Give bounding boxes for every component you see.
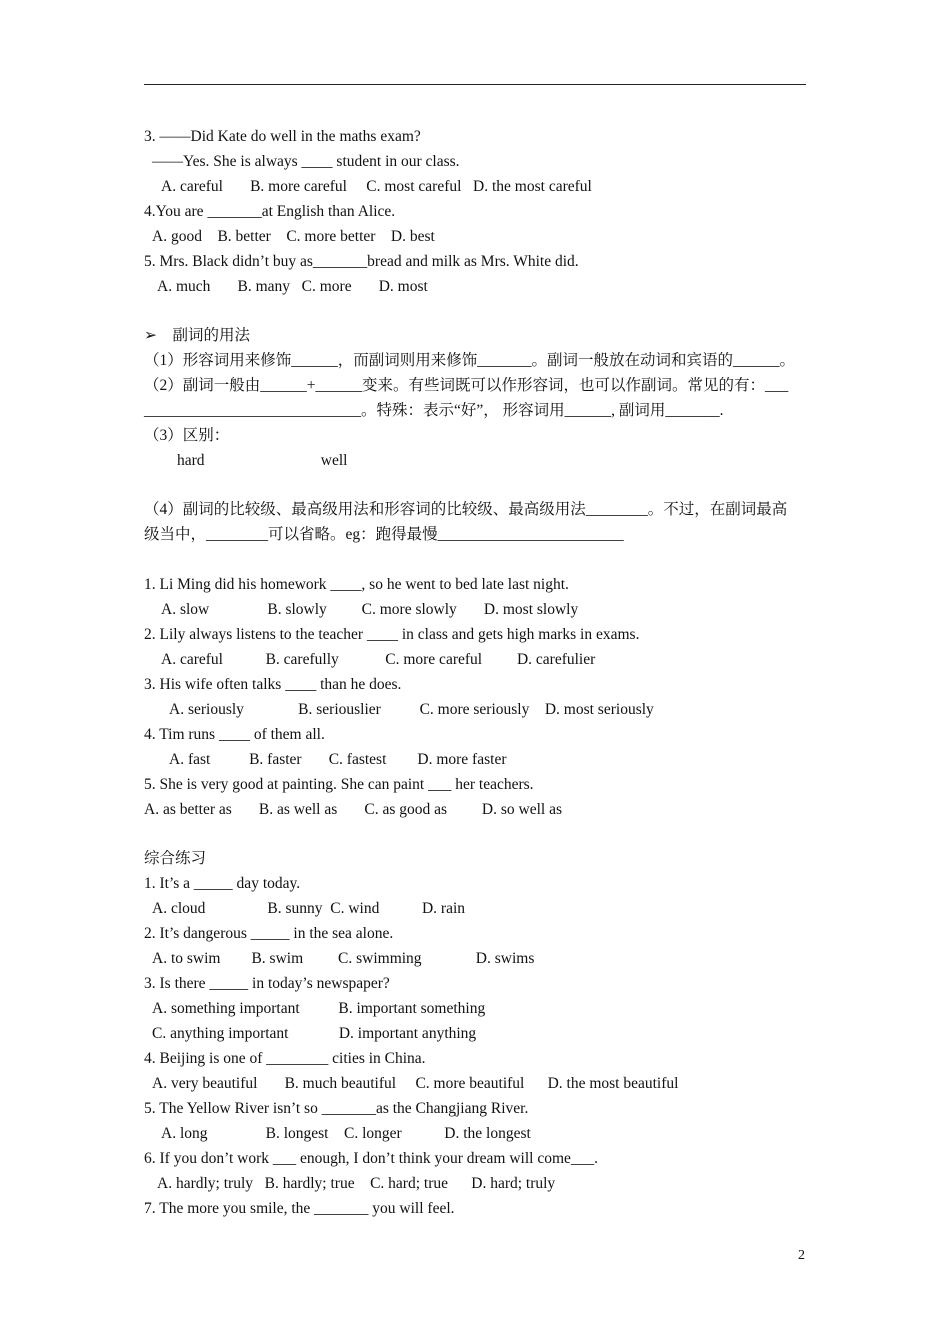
practice-2-options: A. to swim B. swim C. swimming D. swims [152,950,535,967]
rule-1: （1）形容词用来修饰______，而副词则用来修饰_______。副词一般放在动词和宾语的______。 [144,352,796,369]
practice-3-options-a-b: A. something important B. important something [152,1000,486,1017]
practice-2-stem: 2. It’s dangerous _____ in the sea alone. [144,925,394,942]
rule-3-words: hard well [177,452,348,469]
exercise-1-options: A. slow B. slowly C. more slowly D. most slowly [161,601,579,618]
section-heading-adverb-usage: ➢ 副词的用法 [144,327,250,344]
exercise-4-stem: 4. Tim runs ____ of them all. [144,726,325,743]
practice-4-stem: 4. Beijing is one of ________ cities in China. [144,1050,426,1067]
practice-6-stem: 6. If you don’t work ___ enough, I don’t think your dream will come___. [144,1150,599,1167]
exercise-5-stem: 5. She is very good at painting. She can paint ___ her teachers. [144,776,534,793]
practice-6-options: A. hardly; truly B. hardly; true C. hard; true D. hard; truly [157,1175,556,1192]
section-heading-comprehensive: 综合练习 [144,850,207,867]
question-3-stem: 3. ——Did Kate do well in the maths exam? [144,128,421,145]
practice-3-stem: 3. Is there _____ in today’s newspaper? [144,975,390,992]
exercise-1-stem: 1. Li Ming did his homework ____, so he went to bed late last night. [144,576,569,593]
page-number: 2 [798,1248,805,1263]
practice-4-options: A. very beautiful B. much beautiful C. more beautiful D. the most beautiful [152,1075,679,1092]
exercise-5-options: A. as better as B. as well as C. as good as D. so well as [144,801,563,818]
rule-4-continued: 级当中，________可以省略。eg：跑得最慢________________________ [144,526,624,543]
practice-7-stem: 7. The more you smile, the _______ you will feel. [144,1200,455,1217]
question-4-stem: 4.You are _______at English than Alice. [144,203,396,220]
header-rule [144,84,806,85]
practice-1-stem: 1. It’s a _____ day today. [144,875,301,892]
practice-5-options: A. long B. longest C. longer D. the longest [161,1125,531,1142]
rule-4: （4）副词的比较级、最高级用法和形容词的比较级、最高级用法________。不过，在副词最高 [144,501,788,518]
rule-2-continued: ____________________________。特殊：表示“好”， 形容词用______, 副词用_______. [144,402,724,419]
practice-5-stem: 5. The Yellow River isn’t so _______as the Changjiang River. [144,1100,529,1117]
question-3-options: A. careful B. more careful C. most careful D. the most careful [161,178,592,195]
exercise-3-stem: 3. His wife often talks ____ than he does. [144,676,402,693]
exercise-2-stem: 2. Lily always listens to the teacher ____ in class and gets high marks in exams. [144,626,640,643]
practice-1-options: A. cloud B. sunny C. wind D. rain [152,900,466,917]
exercise-3-options: A. seriously B. seriouslier C. more seriously D. most seriously [169,701,654,718]
rule-2: （2）副词一般由______+______变来。有些词既可以作形容词，也可以作副词。常见的有：___ [144,377,789,394]
question-4-options: A. good B. better C. more better D. best [152,228,435,245]
practice-3-options-c-d: C. anything important D. important anything [152,1025,477,1042]
rule-3: （3）区别： [144,427,230,444]
exercise-4-options: A. fast B. faster C. fastest D. more faster [169,751,507,768]
question-5-options: A. much B. many C. more D. most [157,278,428,295]
question-5-stem: 5. Mrs. Black didn’t buy as_______bread and milk as Mrs. White did. [144,253,579,270]
question-3-answer: ——Yes. She is always ____ student in our class. [152,153,460,170]
exercise-2-options: A. careful B. carefully C. more careful D. carefulier [161,651,596,668]
